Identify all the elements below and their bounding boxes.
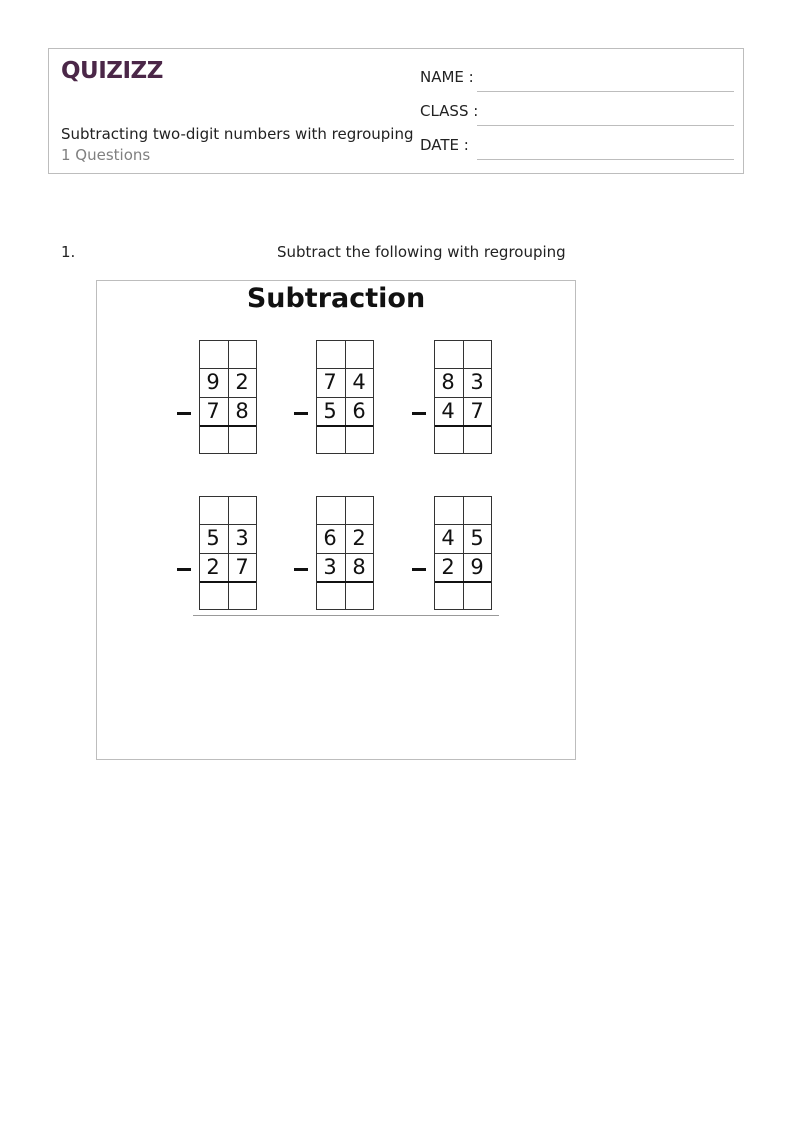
subtrahend-tens: 5: [323, 399, 337, 423]
question-number: 1.: [61, 243, 76, 261]
subtrahend-ones: 7: [470, 399, 484, 423]
subtrahend-ones: 8: [352, 555, 366, 579]
minus-sign: [177, 412, 191, 415]
problem-6: [412, 496, 492, 612]
image-baseline-rule: [193, 615, 499, 616]
date-line: [477, 159, 734, 160]
problem-3: [412, 340, 492, 456]
minuend-ones: 2: [352, 526, 366, 550]
minuend-tens: 7: [323, 370, 337, 394]
name-field[interactable]: [420, 68, 734, 92]
minuend-tens: 9: [206, 370, 220, 394]
minuend-tens: 4: [441, 526, 455, 550]
worksheet-title: Subtracting two-digit numbers with regrouping: [61, 125, 414, 143]
class-line: [477, 125, 734, 126]
minuend-tens: 6: [323, 526, 337, 550]
subtrahend-ones: 8: [235, 399, 249, 423]
problem-1: [177, 340, 257, 456]
minus-sign: [294, 412, 308, 415]
subtrahend-tens: 3: [323, 555, 337, 579]
subtrahend-ones: 6: [352, 399, 366, 423]
minuend-ones: 4: [352, 370, 366, 394]
subtrahend-tens: 2: [441, 555, 455, 579]
name-label: NAME :: [420, 68, 474, 86]
question-count: 1 Questions: [61, 146, 151, 164]
minuend-tens: 8: [441, 370, 455, 394]
problem-5: [294, 496, 374, 612]
minuend-ones: 3: [470, 370, 484, 394]
worksheet-image: [96, 280, 576, 760]
date-label: DATE :: [420, 136, 469, 154]
class-field[interactable]: [420, 102, 734, 126]
question-prompt: Subtract the following with regrouping: [277, 243, 566, 261]
problem-4: [177, 496, 257, 612]
minuend-ones: 2: [235, 370, 249, 394]
minus-sign: [177, 568, 191, 571]
subtrahend-tens: 2: [206, 555, 220, 579]
minus-sign: [412, 568, 426, 571]
minuend-ones: 5: [470, 526, 484, 550]
minus-sign: [412, 412, 426, 415]
name-line: [477, 91, 734, 92]
quizizz-logo: QUIZIZZ: [61, 58, 163, 84]
worksheet-header: [48, 48, 744, 174]
image-title: Subtraction: [246, 283, 426, 314]
date-field[interactable]: [420, 136, 734, 160]
minus-sign: [294, 568, 308, 571]
subtrahend-ones: 9: [470, 555, 484, 579]
subtrahend-tens: 4: [441, 399, 455, 423]
class-label: CLASS :: [420, 102, 479, 120]
minuend-tens: 5: [206, 526, 220, 550]
problem-2: [294, 340, 374, 456]
subtrahend-ones: 7: [235, 555, 249, 579]
minuend-ones: 3: [235, 526, 249, 550]
subtrahend-tens: 7: [206, 399, 220, 423]
